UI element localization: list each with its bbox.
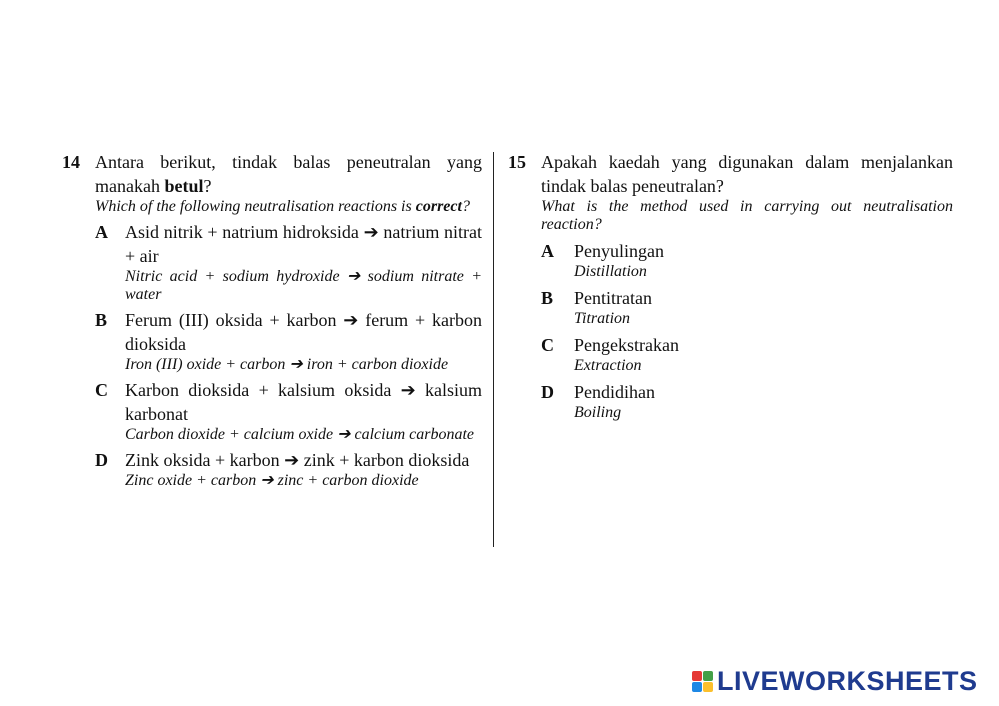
- option-text-malay: Pendidihan: [574, 382, 655, 402]
- option-c[interactable]: [508, 333, 953, 375]
- question-15-stem: [508, 150, 953, 234]
- option-text-english: Nitric acid + sodium hydroxide ➔ sodium nitrate + water: [125, 268, 482, 303]
- option-letter: B: [541, 288, 554, 308]
- logo-square: [703, 671, 713, 681]
- question-number: 15: [508, 152, 526, 172]
- option-letter: A: [95, 222, 108, 242]
- option-letter: D: [95, 450, 108, 470]
- question-text-malay: Apakah kaedah yang digunakan dalam menjalankan tindak balas peneutralan?: [541, 152, 953, 196]
- question-14-stem: [62, 150, 482, 216]
- option-letter: D: [541, 382, 554, 402]
- liveworksheets-logo: [692, 666, 978, 696]
- column-divider: [493, 152, 494, 547]
- option-b[interactable]: [62, 308, 482, 374]
- option-text-malay: Penyulingan: [574, 241, 664, 261]
- question-text-english: What is the method used in carrying out neutralisation reaction?: [541, 198, 953, 233]
- option-text-malay: Pentitratan: [574, 288, 652, 308]
- question-text-part: ?: [203, 176, 212, 196]
- option-letter: A: [541, 241, 554, 261]
- option-letter: C: [541, 335, 554, 355]
- option-text-english: Carbon dioxide + calcium oxide ➔ calcium carbonate: [125, 426, 475, 443]
- question-14: [62, 150, 482, 490]
- option-a[interactable]: [508, 239, 953, 281]
- option-letter: C: [95, 380, 108, 400]
- option-text-malay: Asid nitrik + natrium hidroksida ➔ natrium nitrat + air: [125, 222, 482, 266]
- liveworksheets-logo-icon: [692, 671, 713, 692]
- logo-square: [703, 682, 713, 692]
- option-text-malay: Pengekstrakan: [574, 335, 679, 355]
- question-text-part: Antara berikut, tindak balas peneutralan yang manakah: [95, 152, 482, 196]
- option-text-english: Extraction: [574, 357, 642, 374]
- logo-square: [692, 682, 702, 692]
- logo-text: LIVEWORKSHEETS: [717, 665, 978, 696]
- question-text-malay: [95, 150, 482, 198]
- question-text-part: Which of the following neutralisation reactions is: [95, 198, 416, 215]
- option-text-english: Zinc oxide + carbon ➔ zinc + carbon dioxide: [125, 472, 419, 489]
- option-text-english: Titration: [574, 310, 631, 327]
- question-number: 14: [62, 152, 80, 172]
- option-letter: B: [95, 310, 108, 330]
- option-text-malay: Karbon dioksida + kalsium oksida ➔ kalsium karbonat: [125, 380, 482, 424]
- question-text-english: [95, 198, 482, 216]
- option-b[interactable]: [508, 286, 953, 328]
- option-text-english: Distillation: [574, 263, 647, 280]
- option-a[interactable]: [62, 220, 482, 304]
- question-15: [508, 150, 953, 422]
- option-text-malay: Ferum (III) oksida + karbon ➔ ferum + karbon dioksida: [125, 310, 482, 354]
- option-c[interactable]: [62, 378, 482, 444]
- option-d[interactable]: [508, 380, 953, 422]
- question-text-emphasis: betul: [164, 176, 204, 196]
- question-text-part: ?: [461, 198, 470, 215]
- option-text-english: Iron (III) oxide + carbon ➔ iron + carbon dioxide: [125, 356, 449, 373]
- option-text-malay: Zink oksida + karbon ➔ zink + karbon dioksida: [125, 450, 470, 470]
- question-text-emphasis: correct: [415, 198, 462, 215]
- option-d[interactable]: [62, 448, 482, 490]
- logo-square: [692, 671, 702, 681]
- option-text-english: Boiling: [574, 404, 622, 421]
